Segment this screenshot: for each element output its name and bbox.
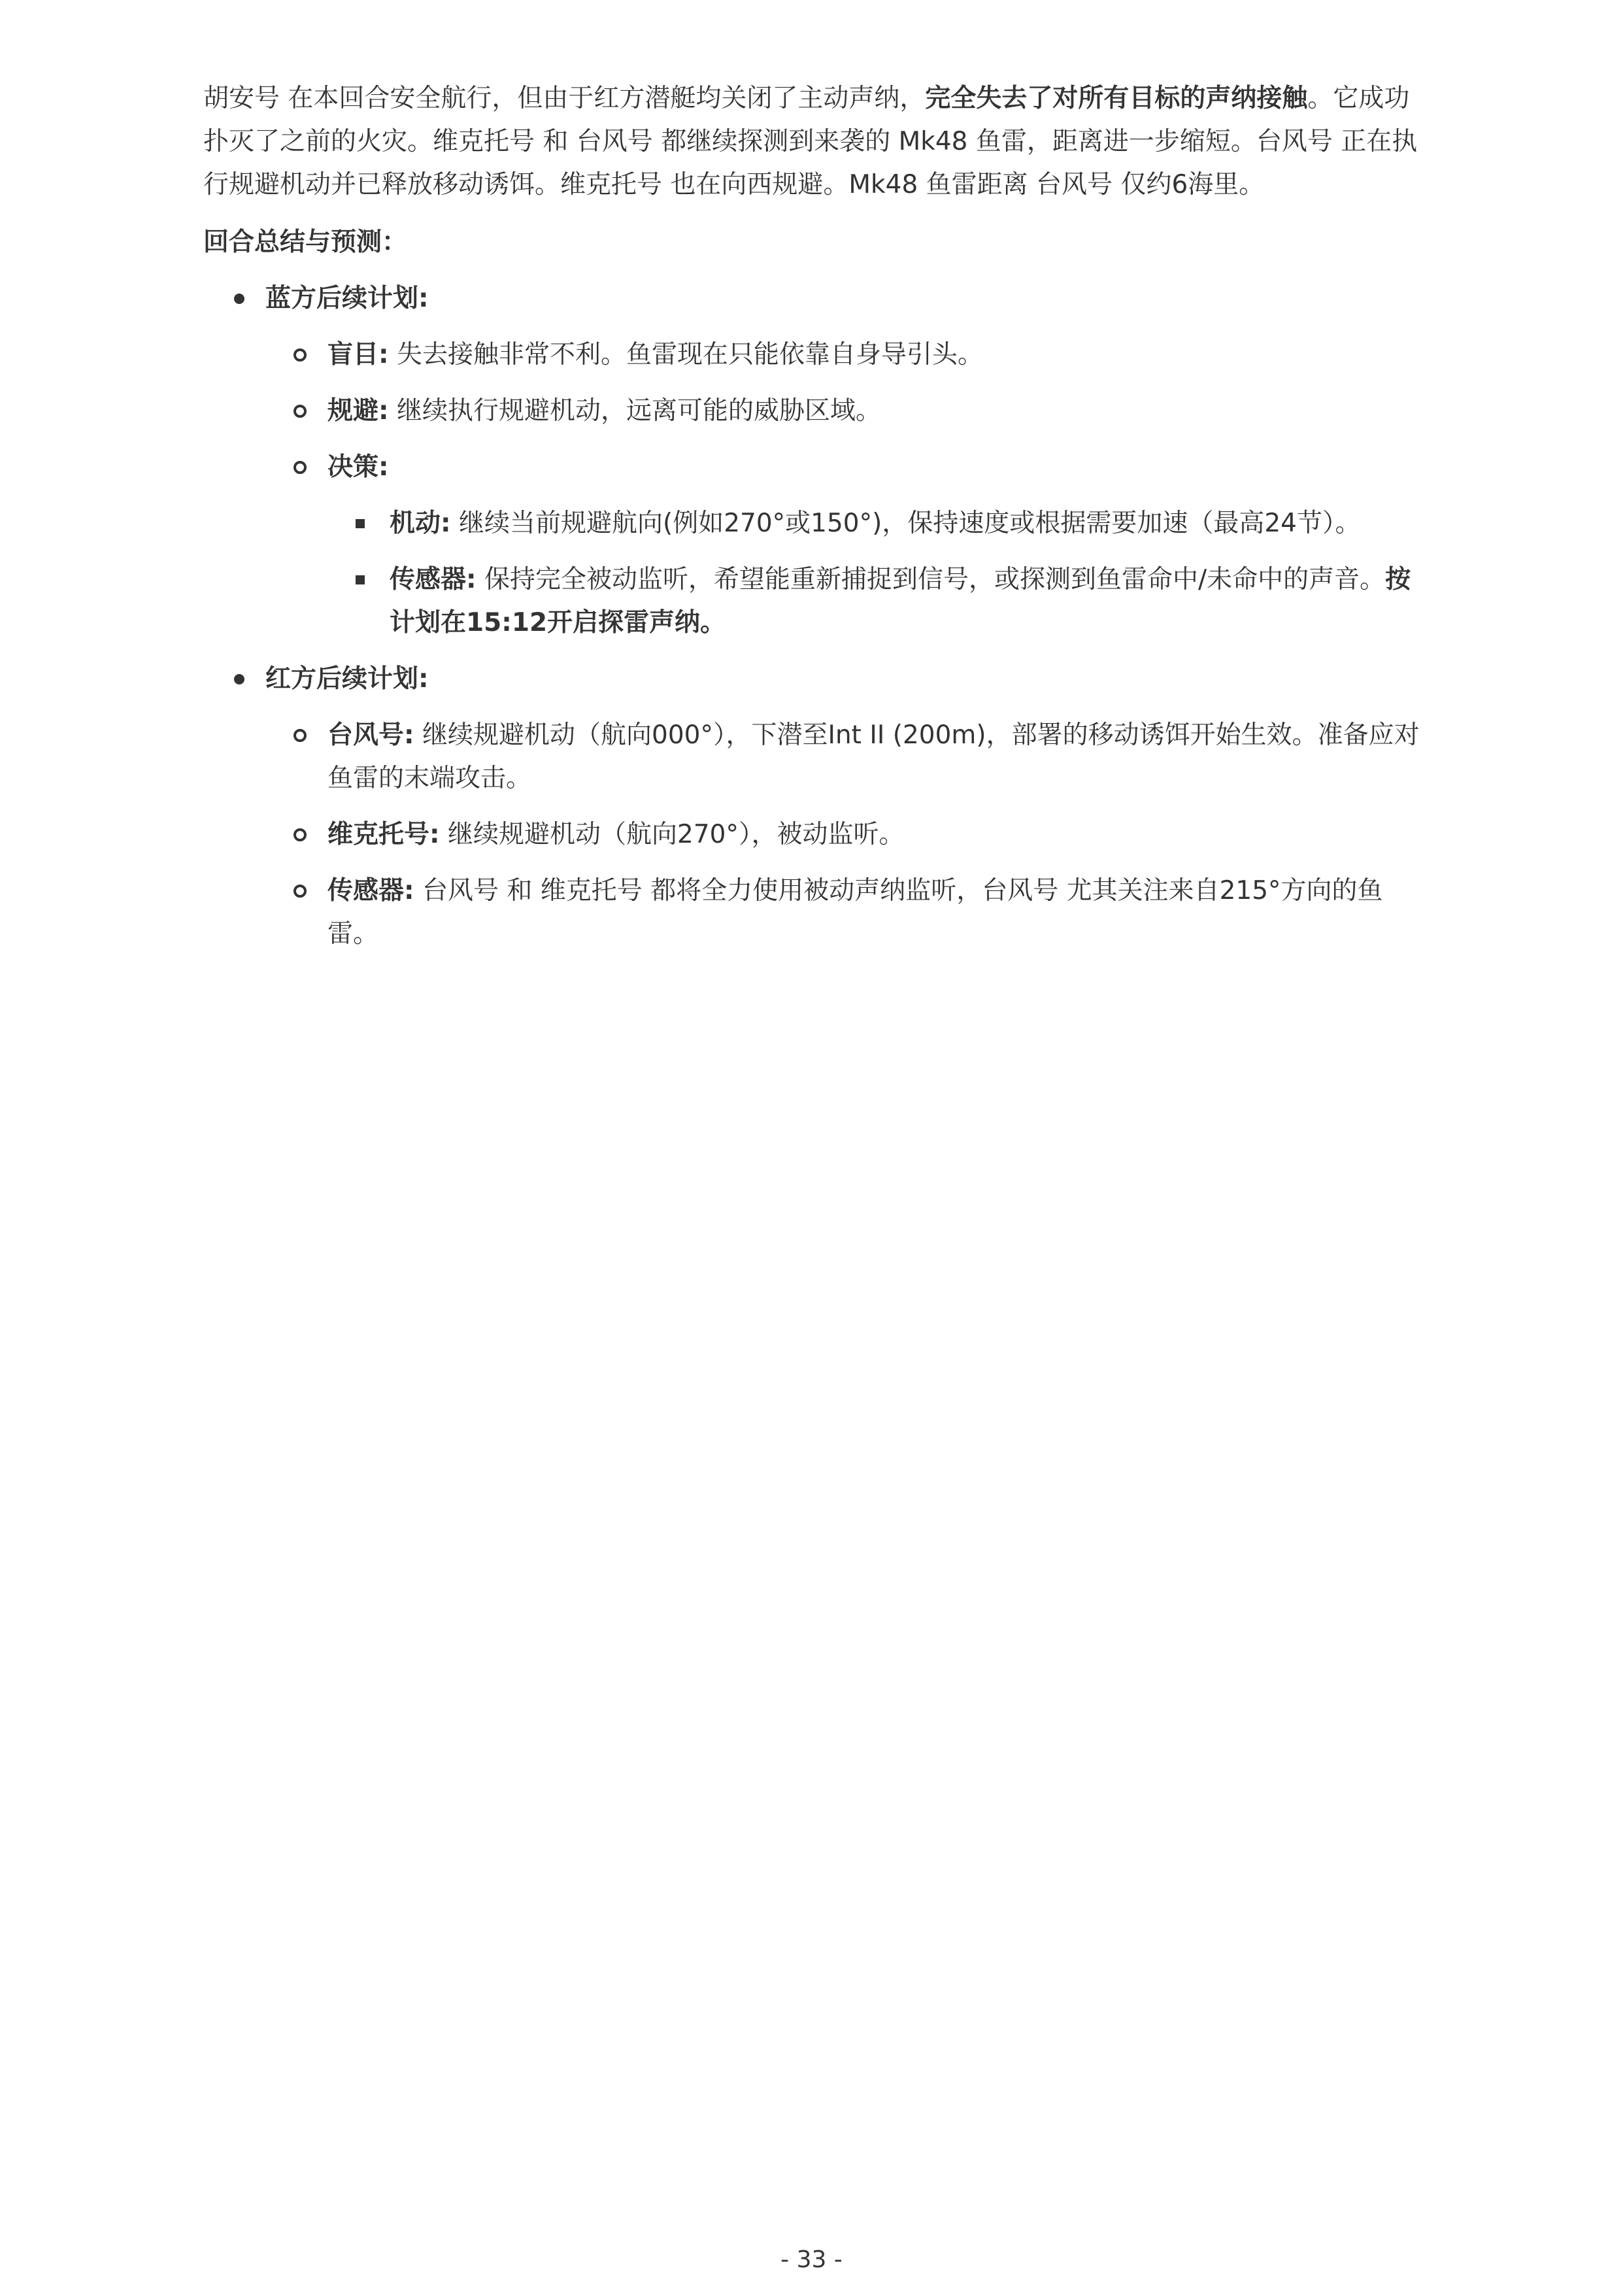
item-text: 继续当前规避航向(例如270°或150°)，保持速度或根据需要加速（最高24节）。	[450, 509, 1361, 538]
bullet-circle-icon	[293, 729, 307, 742]
list-item	[265, 813, 1426, 856]
item-text: 继续规避机动（航向000°），下潜至Int II (200m)，部署的移动诱饵开始生效。准备应对鱼雷的末端攻击。	[327, 720, 1420, 793]
item-label: 机动:	[390, 509, 451, 538]
bullet-circle-icon	[293, 461, 307, 474]
item-text: 继续规避机动（航向270°），被动监听。	[439, 820, 905, 849]
list-item	[327, 558, 1426, 645]
item-label: 传感器:	[390, 565, 477, 594]
item-text: 保持完全被动监听，希望能重新捕捉到信号，或探测到鱼雷命中/未命中的声音。	[476, 565, 1386, 594]
list-item	[327, 502, 1426, 545]
bullet-circle-icon	[293, 405, 307, 418]
decision-sublist	[327, 502, 1426, 645]
item-text: 失去接触非常不利。鱼雷现在只能依靠自身导引头。	[388, 340, 984, 369]
item-text: 继续执行规避机动，远离可能的威胁区域。	[388, 396, 882, 426]
blue-plan-sublist	[265, 333, 1426, 645]
page-number: - 33 -	[780, 2246, 843, 2273]
bullet-circle-icon	[293, 828, 307, 841]
plan-list	[203, 277, 1426, 956]
list-item	[265, 333, 1426, 377]
bullet-disc-icon	[234, 674, 244, 684]
item-label: 传感器:	[327, 876, 414, 905]
red-plan-title: 红方后续计划:	[265, 664, 429, 694]
list-item	[265, 446, 1426, 645]
item-label: 规避:	[327, 396, 389, 426]
red-plan-sublist	[265, 714, 1426, 956]
list-item	[265, 869, 1426, 956]
item-label: 决策:	[327, 452, 389, 482]
bullet-square-icon	[356, 519, 365, 528]
item-text: 台风号 和 维克托号 都将全力使用被动声纳监听，台风号 尤其关注来自215°方向的鱼雷。	[327, 876, 1383, 949]
page-content	[203, 77, 1426, 969]
blue-plan-item	[203, 277, 1426, 645]
list-item	[265, 714, 1426, 800]
blue-plan-title: 蓝方后续计划:	[265, 284, 429, 313]
item-label: 维克托号:	[327, 820, 440, 849]
summary-heading: 回合总结与预测：	[203, 228, 408, 257]
bullet-circle-icon	[293, 885, 307, 898]
bullet-circle-icon	[293, 348, 307, 362]
intro-bold-text: 完全失去了对所有目标的声纳接触	[925, 84, 1308, 113]
intro-paragraph	[203, 77, 1426, 207]
item-bold-tail: 按计划在15:12开启探雷声纳。	[390, 565, 1411, 637]
item-label: 台风号:	[327, 720, 414, 750]
red-plan-item	[203, 658, 1426, 956]
bullet-disc-icon	[234, 294, 244, 304]
list-item	[265, 390, 1426, 433]
intro-text-1: 胡安号 在本回合安全航行，但由于红方潜艇均关闭了主动声纳，	[203, 84, 926, 113]
bullet-square-icon	[356, 575, 365, 584]
intro-text-2: 。它成功扑灭了之前的火灾。维克托号 和 台风号 都继续探测到来袭的 Mk48 鱼雷，距离进一步缩短。台风号 正在执行规避机动并已释放移动诱饵。维克托号 也在向西规避。Mk48 鱼雷距离 台风号 仅约6海里。	[203, 84, 1418, 199]
item-label: 盲目:	[327, 340, 389, 369]
